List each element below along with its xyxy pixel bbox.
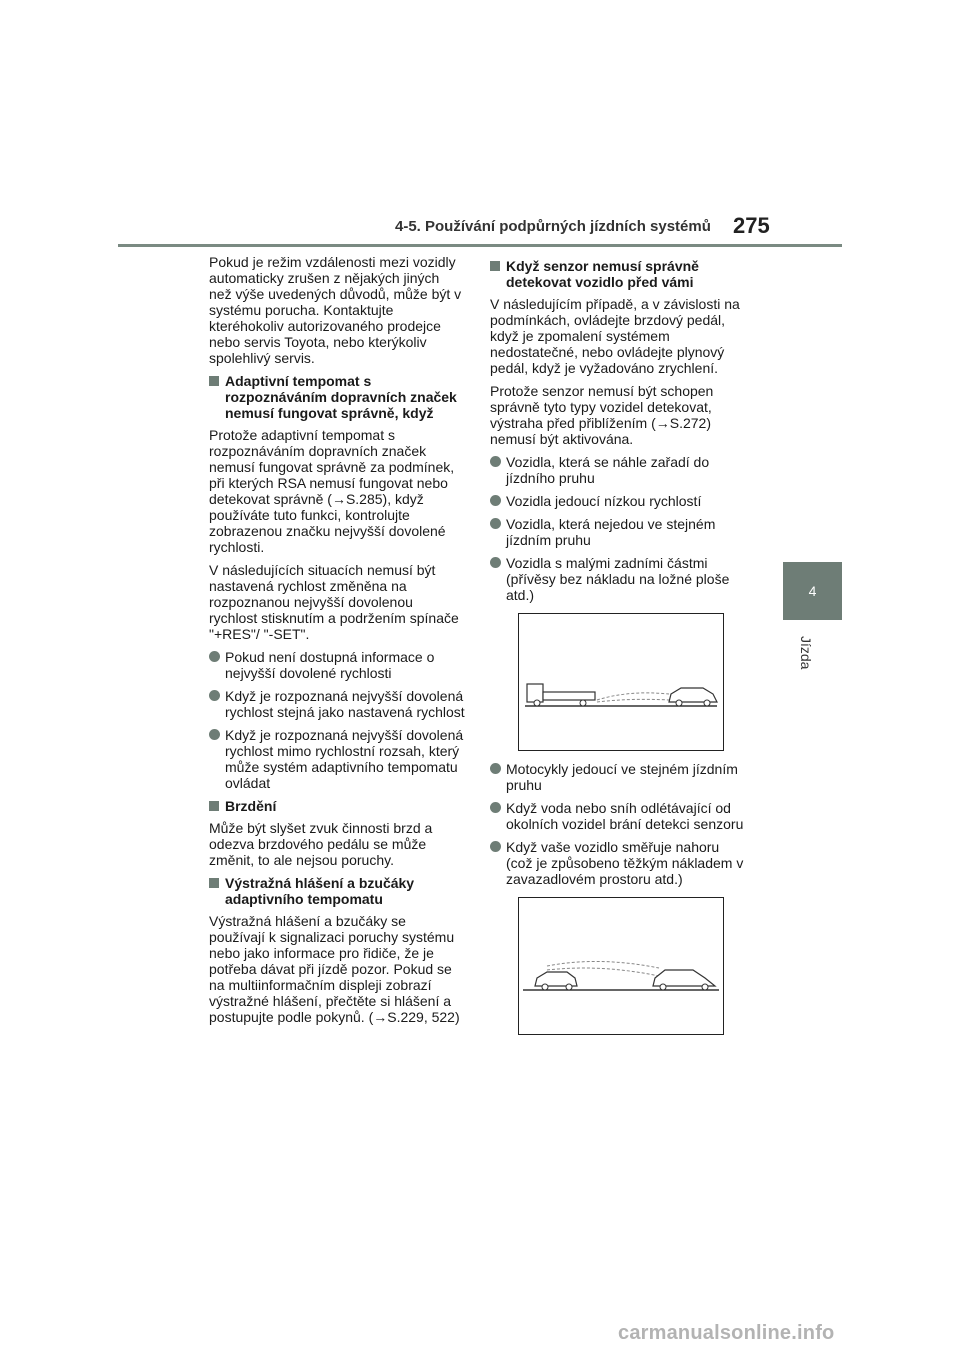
- bullet-item: Vozidla, která nejedou ve stejném jízdním pruhu: [490, 516, 746, 548]
- bullet-item: Když je rozpoznaná nejvyšší dovolená rychlost mimo rychlostní rozsah, který může systém adaptivního tempomatu ovládat: [209, 727, 465, 791]
- section-heading: Adaptivní tempomat s rozpoznáváním dopravních značek nemusí fungovat správně, když: [209, 373, 465, 421]
- paragraph: V následujících situacích nemusí být nastavená rychlost změněna na rozpoznanou nejvyšší dovolenou rychlost stisknutím a podržením spínače "+RES"/ "-SET".: [209, 562, 459, 642]
- paragraph: V následujícím případě, a v závislosti na podmínkách, ovládejte brzdový pedál, když je zpomalení systémem nedostatečné, nebo ovládejte plynový pedál, když je vyžadováno zrychlení.: [490, 296, 740, 376]
- bullet-item: Motocykly jedoucí ve stejném jízdním pruhu: [490, 761, 746, 793]
- right-column: [490, 254, 746, 1045]
- section-heading: Když senzor nemusí správně detekovat vozidlo před vámi: [490, 258, 746, 290]
- section-heading: Brzdění: [209, 798, 465, 814]
- header-rule: [118, 244, 842, 247]
- bullet-item: Vozidla s malými zadními částmi (přívěsy bez nákladu na ložné ploše atd.): [490, 555, 746, 603]
- truck-car-illustration: [519, 614, 723, 750]
- chapter-number: 4: [808, 583, 817, 599]
- chapter-label: Jízda: [798, 636, 814, 670]
- bullet-item: Vozidla, která se náhle zařadí do jízdního pruhu: [490, 454, 746, 486]
- page-number: 275: [733, 213, 770, 238]
- watermark: carmanualsonline.info: [618, 1322, 835, 1344]
- bullet-item: Pokud není dostupná informace o nejvyšší dovolené rychlosti: [209, 649, 465, 681]
- figure-car-incline: [518, 897, 724, 1035]
- paragraph: Protože senzor nemusí být schopen správně tyto typy vozidel detekovat, výstraha před přiblížením (→S.272) nemusí být aktivována.: [490, 383, 714, 447]
- figure-truck-trailer: [518, 613, 724, 751]
- paragraph: Může být slyšet zvuk činnosti brzd a odezva brzdového pedálu se může změnit, to ale nejsou poruchy.: [209, 820, 433, 868]
- left-column: [209, 254, 465, 1032]
- two-cars-illustration: [519, 898, 723, 1034]
- bullet-item: Když je rozpoznaná nejvyšší dovolená rychlost stejná jako nastavená rychlost: [209, 688, 465, 720]
- bullet-item: Vozidla jedoucí nízkou rychlostí: [490, 493, 746, 509]
- bullet-item: Když voda nebo sníh odlétávající od okolních vozidel brání detekci senzoru: [490, 800, 746, 832]
- page-header-title: 4-5. Používání podpůrných jízdních systémů: [395, 218, 711, 235]
- section-heading: Výstražná hlášení a bzučáky adaptivního tempomatu: [209, 875, 465, 907]
- chapter-tab[interactable]: [783, 562, 842, 620]
- bullet-item: Když vaše vozidlo směřuje nahoru (což je způsobeno těžkým nákladem v zavazadlovém prostoru atd.): [490, 839, 746, 887]
- paragraph: Výstražná hlášení a bzučáky se používají k signalizaci poruchy systému nebo jako informace pro řidiče, že je potřeba dávat při jízdě pozor. Pokud se na multiinformačním displeji zobrazí výstražné hlášení, přečtěte si hlášení a postupujte podle pokynů. (→S.229, 522): [209, 913, 460, 1025]
- intro-paragraph: Pokud je režim vzdálenosti mezi vozidly automaticky zrušen z nějakých jiných než výše uvedených důvodů, může být v systému porucha. Kontaktujte kteréhokoliv autorizovaného prodejce nebo servis Toyota, nebo kterýkoliv spolehlivý servis.: [209, 254, 462, 366]
- paragraph: Protože adaptivní tempomat s rozpoznáváním dopravních značek nemusí fungovat správně za podmínek, při kterých RSA nemusí fungovat nebo detekovat správně (→S.285), když používáte tuto funkci, kontrolujte zobrazenou značku nejvyšší dovolené rychlosti.: [209, 427, 455, 555]
